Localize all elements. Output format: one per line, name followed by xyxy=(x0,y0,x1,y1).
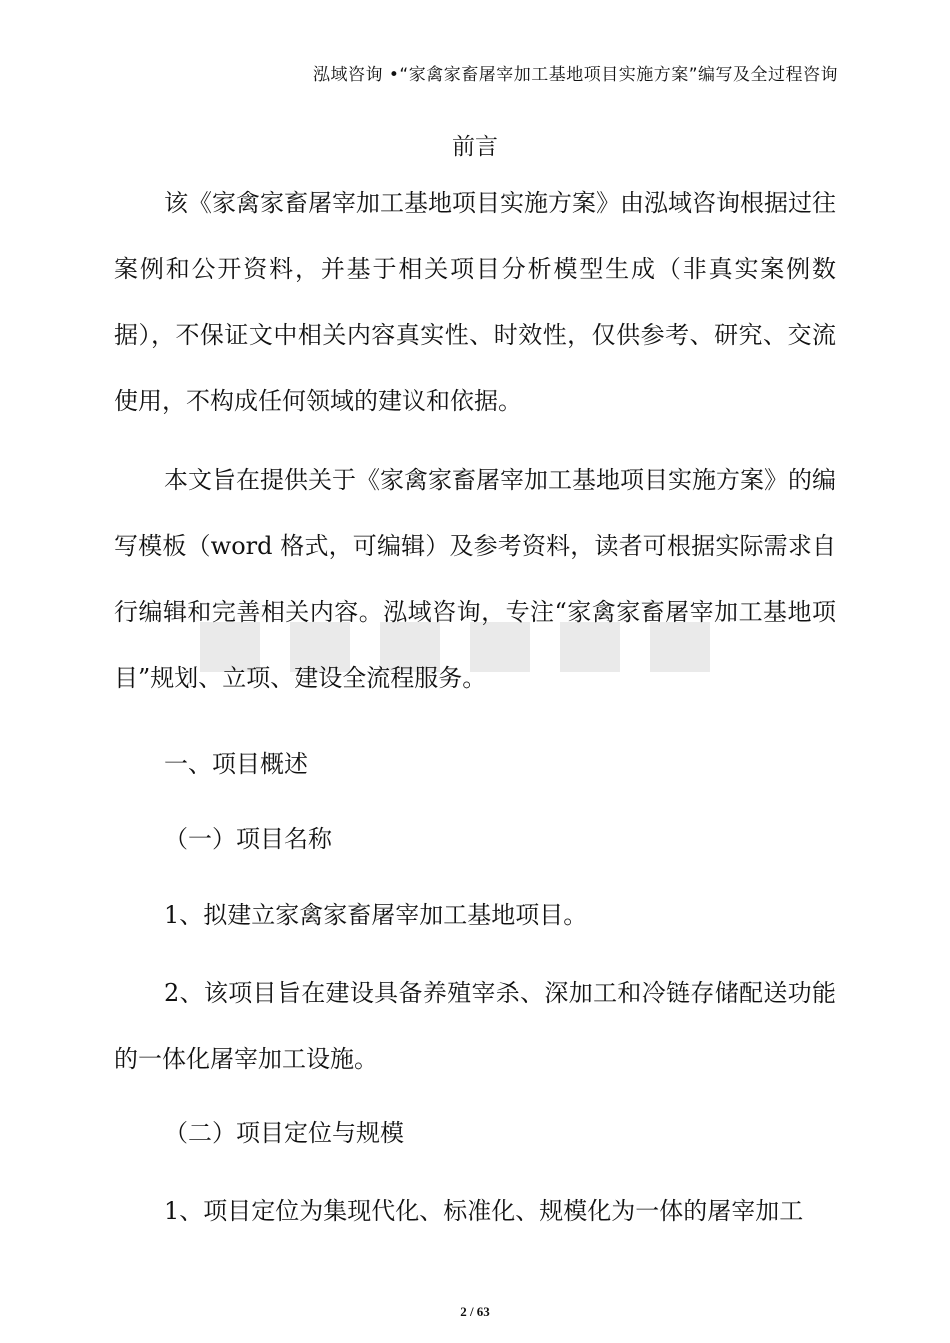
section-heading-overview: 一、项目概述 xyxy=(164,750,308,778)
intro-paragraph-2: 本文旨在提供关于《家禽家畜屠宰加工基地项目实施方案》的编写模板（word 格式，可编辑）及参考资料，读者可根据实际需求自行编辑和完善相关内容。泓域咨询，专注“家禽家畜屠宰加工基地项目”规划、立项、建设全流程服务。 xyxy=(114,466,836,692)
subsection-heading-project-name: （一）项目名称 xyxy=(164,825,332,853)
page-number: 2 / 63 xyxy=(460,1304,490,1319)
list-item: 1、拟建立家禽家畜屠宰加工基地项目。 xyxy=(164,901,588,929)
subsection-heading-positioning: （二）项目定位与规模 xyxy=(164,1119,404,1147)
page-title: 前言 xyxy=(452,134,498,160)
intro-paragraph-1: 该《家禽家畜屠宰加工基地项目实施方案》由泓域咨询根据过往案例和公开资料，并基于相关项目分析模型生成（非真实案例数据），不保证文中相关内容真实性、时效性，仅供参考、研究、交流使用，不构成任何领域的建议和依据。 xyxy=(114,189,836,415)
list-item: 1、项目定位为集现代化、标准化、规模化为一体的屠宰加工 xyxy=(164,1197,804,1225)
running-header: 泓域咨询 •“家禽家畜屠宰加工基地项目实施方案”编写及全过程咨询 xyxy=(312,65,838,85)
list-item: 2、该项目旨在建设具备养殖宰杀、深加工和冷链存储配送功能的一体化屠宰加工设施。 xyxy=(114,979,836,1073)
